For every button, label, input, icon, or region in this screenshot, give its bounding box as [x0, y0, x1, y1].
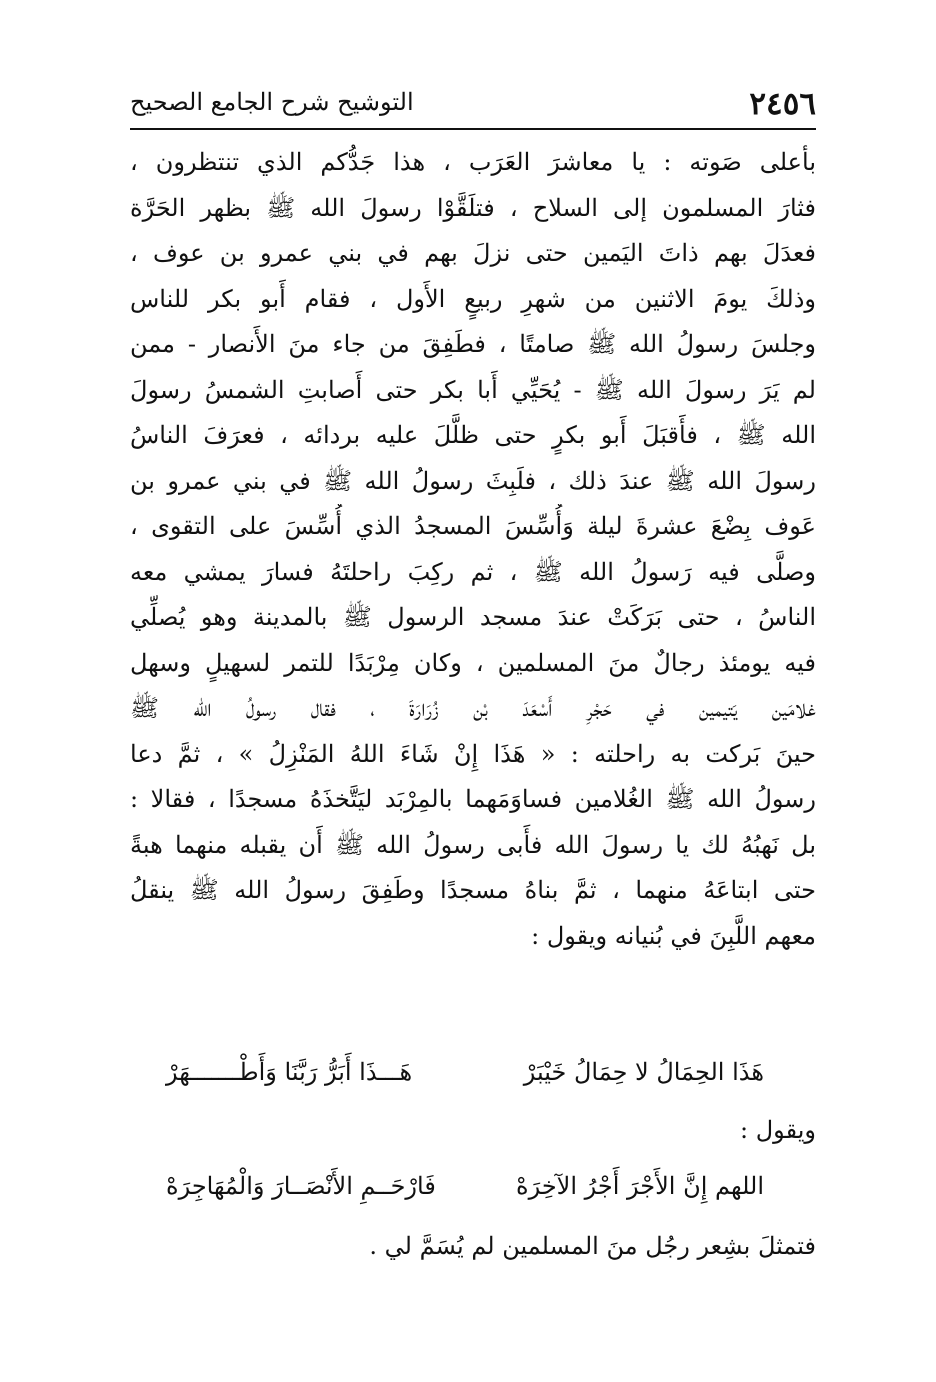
verse-1: [130, 1058, 816, 1108]
text-line: عَوف بِضْعَ عشرةَ ليلة وَأُسِّسَ المسجدُ الذي أُسِّسَ على التقوى ،: [130, 512, 816, 540]
header-rule: [130, 128, 816, 130]
text-line: الله ﷺ ، فأَقبَلَ أَبو بكرٍ حتى ظلَّلَ عليه بردائه ، فعرَفَ الناسُ: [130, 421, 816, 449]
text-line: الناسُ ، حتى بَرَكَتْ عندَ مسجد الرسول ﷺ بالمدينة وهو يُصلِّي: [130, 603, 816, 631]
closing-line: فتمثلَ بشِعر رجُل منَ المسلمين لم يُسَمَّ لي .: [369, 1232, 816, 1260]
page-header: [130, 82, 816, 124]
verse-1-first-hemistich: هَذَا الحِمَالُ لا حِمَالُ خَيْبَرْ: [523, 1058, 764, 1086]
running-title: التوشيح شرح الجامع الصحيح: [130, 88, 414, 116]
verse-1-second-hemistich: هَـــذَا أَبَرُّ رَبَّنَا وَأَطْـــــــهَرْ: [166, 1058, 413, 1086]
text-line: وصلَّى فيه رَسولُ الله ﷺ ، ثم ركِبَ راحلتَهُ فسارَ يمشي معه: [130, 557, 816, 586]
text-line: فثارَ المسلمون إلى السلاح ، فتلَقَّوْا رسولَ الله ﷺ بظهر الحَرَّة: [130, 193, 816, 222]
verse-intro: ويقول :: [740, 1116, 816, 1144]
verse-2-second-hemistich: فَارْحَــمِ الأَنْصَــارَ وَالْمُهَاجِرَهْ: [166, 1172, 436, 1200]
text-line: غلامَين يَتيمين في حَجْرِ أَسْعَدَ بْن زُرَارَةَ ، فقال رسولُ الله ﷺ: [130, 694, 816, 722]
text-line: لم يَرَ رسولَ الله ﷺ - يُحَيِّي أَبا بكر حتى أَصابتِ الشمسُ رسولَ: [130, 375, 816, 404]
verse-2: [130, 1172, 816, 1222]
page-number: ٢٤٥٦: [749, 86, 816, 122]
text-line: بأعلى صَوته : يا معاشرَ العَرَب ، هذا جَدُّكم الذي تنتظرون ،: [130, 148, 816, 176]
text-line: وذلكَ يومَ الاثنين من شهرِ ربيعٍ الأَول ، فقام أَبو بكر للناس: [130, 284, 816, 313]
text-line: حتى ابتاعَهُ منهما ، ثمَّ بناهُ مسجدًا وطَفِقَ رسولُ الله ﷺ ينقلُ: [130, 876, 816, 904]
body-text: [130, 140, 816, 959]
text-line: رسولَ الله ﷺ عندَ ذلك ، فلَبِثَ رسولُ الله ﷺ في بني عمرو بن: [130, 466, 816, 495]
text-line: فعدَلَ بهم ذاتَ اليَمين حتى نزلَ بهم في بني عمرو بن عوف ،: [130, 239, 816, 267]
text-line: وجلسَ رسولُ الله ﷺ صامتًا ، فطَفِقَ من جاء منَ الأَنصار - ممن: [130, 330, 816, 358]
verse-2-first-hemistich: اللهم إِنَّ الأَجْرَ أَجْرُ الآخِرَهْ: [516, 1172, 764, 1200]
text-line: فيه يومئذ رجالٌ منَ المسلمين ، وكان مِرْبَدًا للتمر لسهيلٍ وسهل: [130, 648, 816, 677]
text-line-last: معهم اللَّبِنَ في بُنيانه ويقول :: [531, 921, 816, 950]
text-line: بل نَهبُهُ لك يا رسولَ الله فأَبى رسولُ الله ﷺ أَن يقبله منهما هبةً: [130, 830, 816, 859]
text-line: رسولُ الله ﷺ الغُلامين فساوَمَهما بالمِرْبَد ليَتَّخذَهُ مسجدًا ، فقالا :: [130, 785, 816, 813]
text-line: حينَ بَركت به راحلته : « هَذَا إِنْ شَاءَ اللهُ المَنْزِلُ » ، ثمَّ دعا: [130, 739, 816, 768]
